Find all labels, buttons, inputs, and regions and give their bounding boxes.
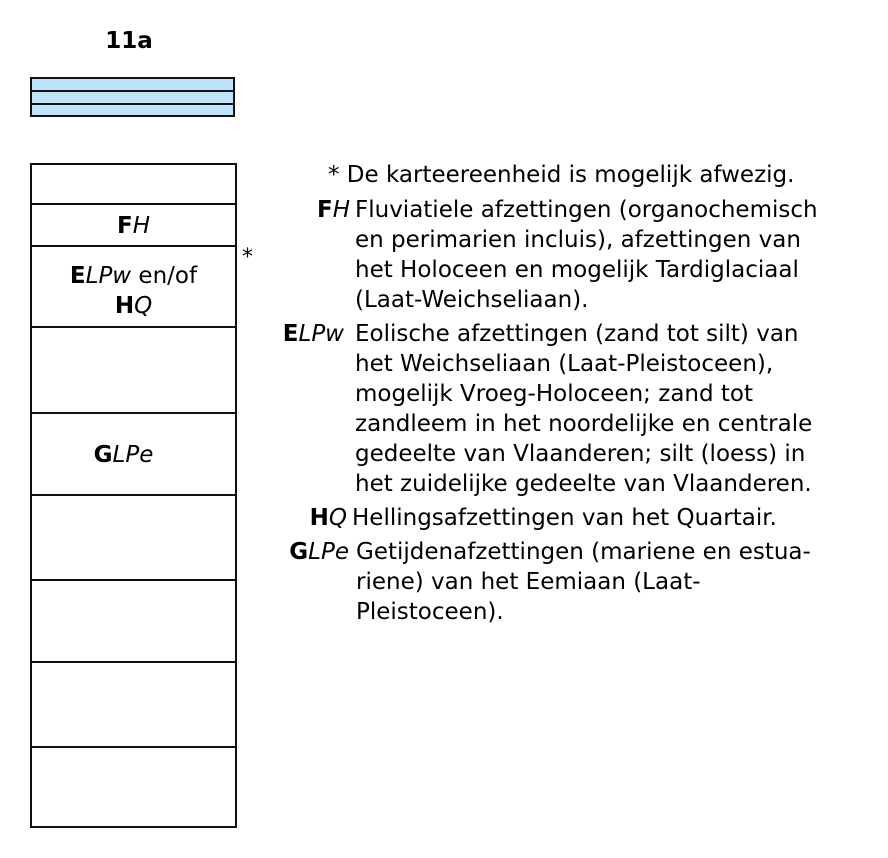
legend-description (352, 503, 777, 533)
legend-code (317, 195, 350, 225)
legend-line: het Weichseliaan (Laat-Pleistoceen), (355, 351, 774, 377)
legend-line: riene) van het Eemiaan (Laat- (356, 569, 701, 595)
legend-code-letter: F (316, 197, 333, 223)
legend-code-letter: E (282, 321, 299, 347)
unit-code-suffix: Q (134, 293, 153, 319)
legend-description (355, 195, 818, 315)
legend-code (283, 319, 344, 349)
legend-code (310, 503, 347, 533)
legend-line: mogelijk Vroeg-Holoceen; zand tot (355, 381, 754, 407)
legend-code (289, 537, 349, 567)
legend-line: het zuidelijke gedeelte van Vlaanderen. (355, 471, 812, 497)
column-title: 11a (105, 28, 153, 54)
unit-code-suffix: LPw (85, 263, 132, 289)
legend-line: (Laat-Weichseliaan). (355, 287, 589, 313)
unit-code-suffix: H (132, 213, 150, 239)
unit-connector: en/of (131, 263, 198, 289)
legend-code-letter: G (289, 539, 309, 565)
legend-line: Fluviatiele afzettingen (organochemisch (355, 197, 818, 223)
unit-code-letter: E (69, 263, 86, 289)
legend-line: Hellingsafzettingen van het Quartair. (352, 505, 777, 531)
legend-code-letter: H (309, 505, 329, 531)
legend-line: het Holoceen en mogelijk Tardiglaciaal (355, 257, 799, 283)
unit-code-letter: F (116, 213, 133, 239)
legend-line: Eolische afzettingen (zand tot silt) van (355, 321, 799, 347)
legend-line: Getijdenafzettingen (mariene en estua- (356, 539, 811, 565)
legend-code-suffix: LPw (298, 321, 344, 347)
legend-line: Pleistoceen). (356, 599, 504, 625)
legend-code-suffix: Q (328, 505, 347, 531)
legend-description (355, 319, 812, 499)
legend-line: zandleem in het noordelijke en centrale (355, 411, 813, 437)
legend-code-suffix: H (332, 197, 350, 223)
unit-code-suffix: LPe (112, 442, 154, 468)
legend-star-note: * De karteereenheid is mogelijk afwezig. (328, 162, 795, 188)
absence-marker: * (242, 245, 253, 270)
legend-code-suffix: LPe (308, 539, 349, 565)
unit-code-letter: H (114, 293, 135, 319)
legend-description (356, 537, 811, 627)
unit-code-letter: G (93, 442, 113, 468)
legend-line: en perimarien incluis), afzettingen van (355, 227, 801, 253)
legend-line: gedeelte van Vlaanderen; silt (loess) in (355, 441, 806, 467)
